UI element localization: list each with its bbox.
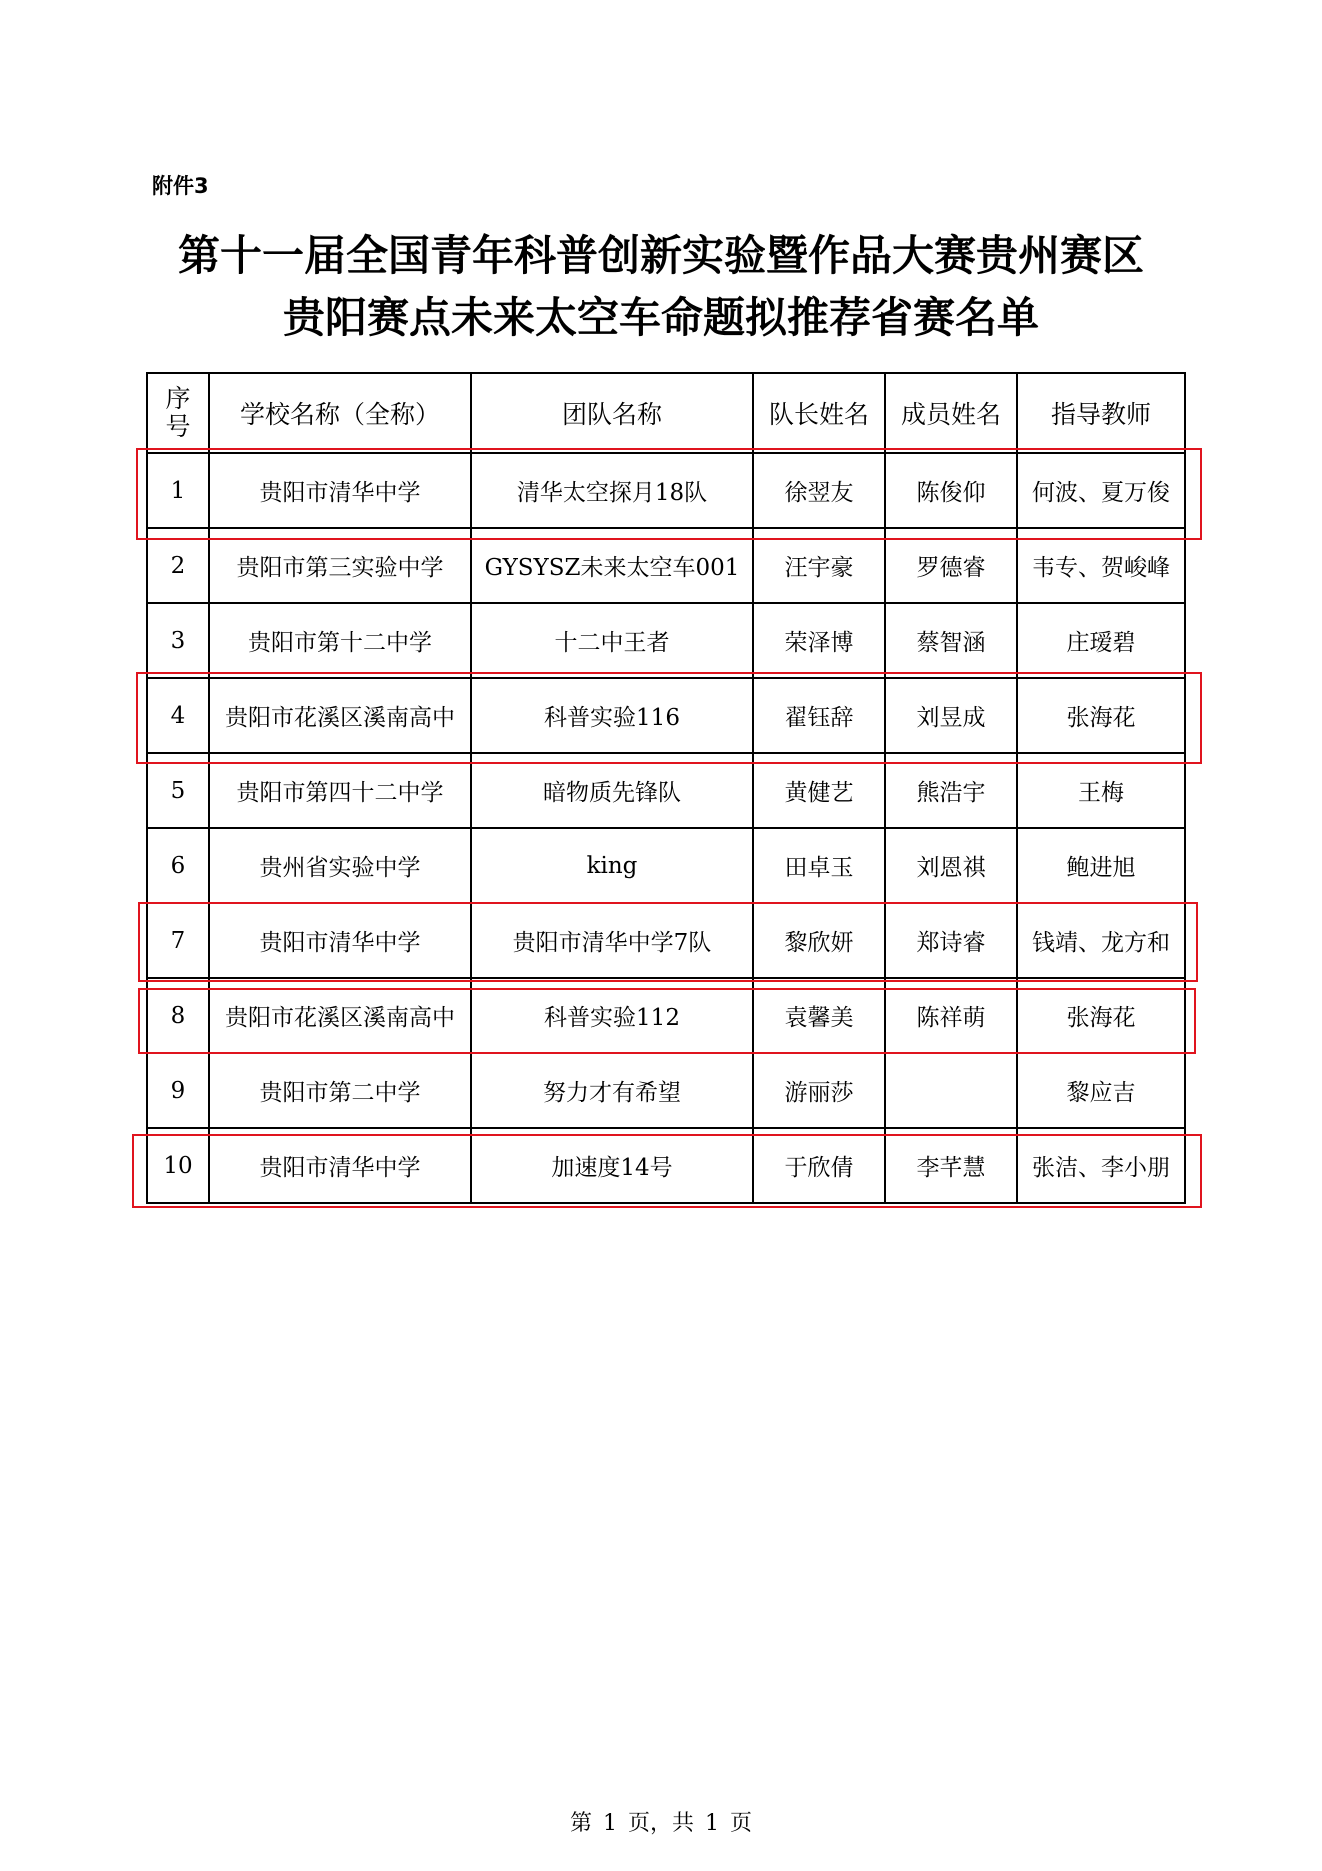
cell-members: 李芊慧 [885,1128,1017,1203]
document-title-line-2: 贵阳赛点未来太空车命题拟推荐省赛名单 [282,293,1039,342]
cell-team: 努力才有希望 [471,1053,753,1128]
cell-teacher: 鲍进旭 [1017,828,1185,903]
header-teacher: 指导教师 [1017,373,1185,453]
attachment-label: 附件3 [152,174,209,198]
header-team: 团队名称 [471,373,753,453]
cell-team: GYSYSZ未来太空车001 [471,528,753,603]
cell-teacher: 何波、夏万俊 [1017,453,1185,528]
cell-captain: 于欣倩 [753,1128,885,1203]
cell-teacher: 庄瑷碧 [1017,603,1185,678]
cell-captain: 游丽莎 [753,1053,885,1128]
header-school: 学校名称（全称） [209,373,471,453]
cell-teacher: 王梅 [1017,753,1185,828]
cell-seq: 3 [147,603,209,678]
table-row [147,678,1185,753]
header-seq-bottom: 号 [165,412,191,441]
cell-team: 十二中王者 [471,603,753,678]
cell-members: 罗德睿 [885,528,1017,603]
header-members: 成员姓名 [885,373,1017,453]
cell-seq: 8 [147,978,209,1053]
header-seq-top: 序 [165,384,191,413]
recommendation-table [146,372,1186,1204]
cell-seq: 5 [147,753,209,828]
table-row [147,453,1185,528]
header-captain: 队长姓名 [753,373,885,453]
cell-school: 贵阳市第十二中学 [209,603,471,678]
cell-team: 加速度14号 [471,1128,753,1203]
cell-teacher: 张海花 [1017,678,1185,753]
cell-school: 贵阳市清华中学 [209,1128,471,1203]
cell-members: 陈俊仰 [885,453,1017,528]
cell-school: 贵阳市清华中学 [209,453,471,528]
cell-captain: 黄健艺 [753,753,885,828]
cell-team: 科普实验112 [471,978,753,1053]
cell-school: 贵阳市第二中学 [209,1053,471,1128]
cell-seq: 7 [147,903,209,978]
cell-seq: 4 [147,678,209,753]
cell-team: king [471,828,753,903]
document-title-line-1: 第十一届全国青年科普创新实验暨作品大赛贵州赛区 [177,231,1144,280]
cell-school: 贵阳市第三实验中学 [209,528,471,603]
cell-seq: 6 [147,828,209,903]
header-seq [147,373,209,453]
cell-team: 贵阳市清华中学7队 [471,903,753,978]
cell-seq: 1 [147,453,209,528]
cell-seq: 9 [147,1053,209,1128]
page-footer: 第 1 页，共 1 页 [570,1811,752,1836]
table-row [147,1053,1185,1128]
cell-teacher: 韦专、贺峻峰 [1017,528,1185,603]
cell-school: 贵阳市花溪区溪南高中 [209,978,471,1053]
cell-members: 陈祥萌 [885,978,1017,1053]
table-row [147,753,1185,828]
cell-captain: 徐翌友 [753,453,885,528]
cell-seq: 10 [147,1128,209,1203]
table-header-row [147,373,1185,453]
cell-captain: 翟钰辞 [753,678,885,753]
cell-members: 蔡智涵 [885,603,1017,678]
table-row [147,1128,1185,1203]
cell-school: 贵阳市花溪区溪南高中 [209,678,471,753]
cell-members: 刘昱成 [885,678,1017,753]
table-row [147,528,1185,603]
table-row [147,903,1185,978]
cell-team: 暗物质先锋队 [471,753,753,828]
cell-teacher: 张海花 [1017,978,1185,1053]
cell-teacher: 张洁、李小朋 [1017,1128,1185,1203]
cell-captain: 汪宇豪 [753,528,885,603]
cell-members: 熊浩宇 [885,753,1017,828]
cell-teacher: 钱靖、龙方和 [1017,903,1185,978]
cell-members: 郑诗睿 [885,903,1017,978]
cell-captain: 田卓玉 [753,828,885,903]
cell-school: 贵阳市第四十二中学 [209,753,471,828]
cell-team: 科普实验116 [471,678,753,753]
cell-seq: 2 [147,528,209,603]
cell-school: 贵州省实验中学 [209,828,471,903]
cell-teacher: 黎应吉 [1017,1053,1185,1128]
cell-members: 刘恩祺 [885,828,1017,903]
cell-school: 贵阳市清华中学 [209,903,471,978]
cell-members [885,1053,1017,1128]
cell-captain: 荣泽博 [753,603,885,678]
cell-team: 清华太空探月18队 [471,453,753,528]
table-row [147,828,1185,903]
cell-captain: 袁馨美 [753,978,885,1053]
table-row [147,978,1185,1053]
table-row [147,603,1185,678]
cell-captain: 黎欣妍 [753,903,885,978]
